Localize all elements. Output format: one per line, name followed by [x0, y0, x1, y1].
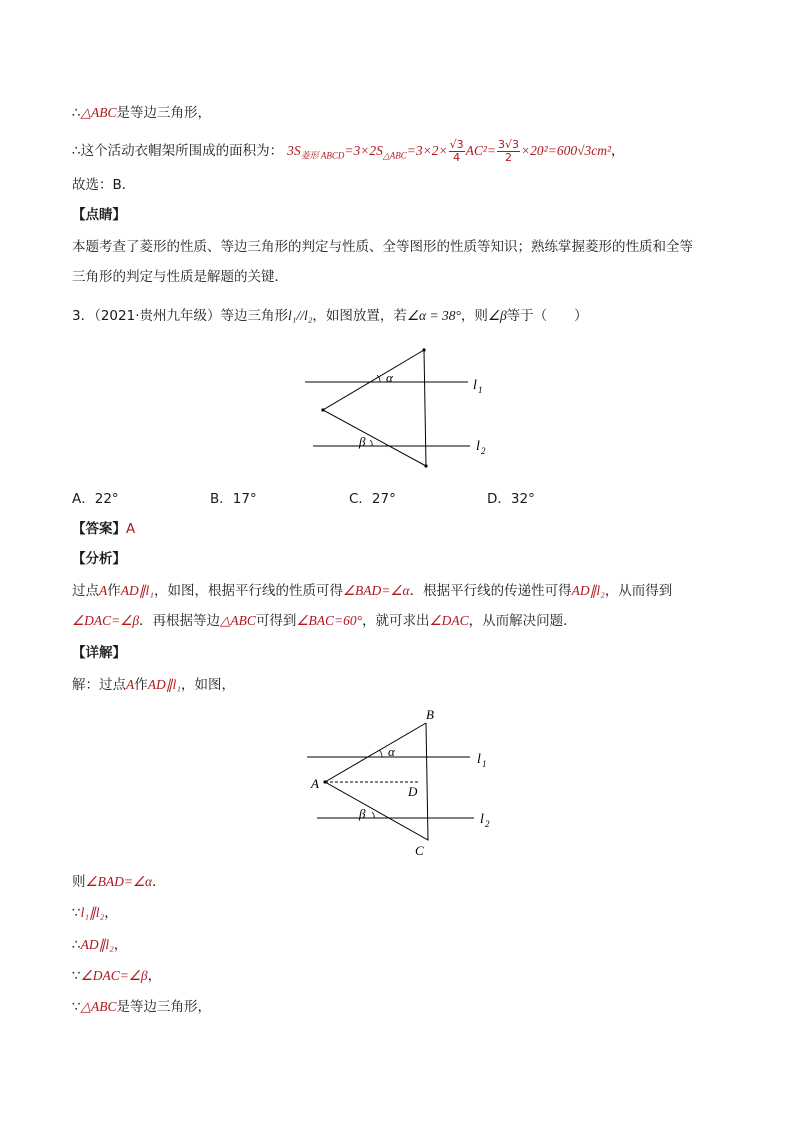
step-line-5	[72, 997, 211, 1017]
beta-symbol: ∠β	[487, 308, 507, 323]
text: ，从而得到	[604, 583, 673, 599]
text: 可得到	[255, 613, 297, 629]
vertex-dot	[323, 780, 326, 783]
text: ∵	[72, 905, 81, 921]
question-text: ，如图放置，若	[312, 308, 407, 324]
point-a: A	[99, 583, 108, 598]
text: ，如图，	[180, 677, 235, 693]
step-line-3	[72, 935, 127, 955]
text: ．再根据等边	[139, 613, 221, 629]
formula-sub: 菱形 ABCD	[300, 150, 345, 161]
formula-tail: ，	[611, 143, 625, 159]
text: ，	[104, 905, 118, 921]
text: 作	[107, 583, 121, 599]
text: ∵	[72, 999, 81, 1015]
question-text: ，则	[460, 308, 488, 324]
l2-label: l	[476, 439, 480, 454]
text: ，就可求出	[362, 613, 430, 629]
math: ∠DAC=∠β	[72, 613, 140, 628]
fraction-denominator: 4	[453, 150, 461, 164]
l1-label: l	[473, 378, 477, 393]
point-a: A	[126, 677, 135, 692]
section-fenxi: 【分析】	[72, 551, 126, 567]
question-number: 3．（2021·贵州九年级）等边三角形	[72, 308, 288, 324]
section-dianjing: 【点睛】	[72, 207, 126, 223]
label-c: C	[415, 843, 424, 858]
formula-part: =3×2S	[344, 143, 383, 158]
text: 解：过点	[72, 677, 126, 693]
alpha-arc	[379, 750, 382, 757]
alpha-label: α	[388, 744, 395, 759]
math: △ABC	[220, 613, 256, 628]
fraction-numerator: √3	[449, 137, 464, 151]
l2-label: l	[480, 812, 484, 827]
text: ，	[113, 937, 128, 953]
l2-sub: 2	[485, 819, 490, 829]
math: ∠BAC=60°	[296, 613, 363, 628]
question-tail: 等于（ ）	[506, 308, 588, 324]
l1-sub: 1	[482, 759, 487, 769]
math: ∠BAD=∠α	[85, 874, 153, 889]
math: l₁∥l₂	[80, 905, 105, 920]
label-a: A	[311, 776, 319, 791]
math: ∠DAC	[429, 613, 469, 628]
formula-part: =3×2×	[406, 143, 448, 158]
step-line-2	[72, 903, 118, 923]
option-d[interactable]: D．32°	[487, 491, 535, 507]
text: ，如图，根据平行线的性质可得	[153, 583, 343, 599]
option-c[interactable]: C．27°	[349, 491, 396, 507]
therefore-symbol: ∴	[72, 143, 81, 159]
l2-sub: 2	[481, 446, 486, 456]
text: 作	[134, 677, 148, 693]
text: ∴	[72, 937, 81, 953]
formula-part: ×20²=600√3cm²	[521, 143, 612, 158]
option-b[interactable]: B．17°	[210, 491, 257, 507]
l1-label: l	[477, 752, 481, 767]
beta-label: β	[359, 434, 366, 449]
text: ．	[152, 874, 166, 890]
fraction-denominator: 2	[505, 150, 513, 164]
text: 则	[72, 874, 86, 890]
text: ，从而解决问题．	[468, 613, 577, 629]
math: AD∥l₂	[80, 937, 114, 952]
option-a[interactable]: A．22°	[72, 491, 119, 507]
triangle-abc: △ABC	[80, 105, 117, 120]
math: AD∥l₂	[571, 583, 605, 598]
formula-sub: △ABC	[382, 150, 407, 161]
formula-part: 3S	[287, 143, 301, 158]
text: ．根据平行线的传递性可得	[409, 583, 572, 599]
math: △ABC	[80, 999, 117, 1014]
formula-part: AC²=	[465, 143, 497, 158]
beta-arc	[372, 812, 374, 818]
step-line-1	[72, 872, 166, 892]
text: ，	[147, 968, 162, 984]
fraction-numerator: 3√3	[498, 137, 520, 151]
parallel-lines: l₁//l₂	[288, 308, 313, 323]
therefore-symbol: ∴	[72, 105, 81, 121]
comment-line-1: 本题考查了菱形的性质、等边三角形的判定与性质、全等图形的性质等知识；熟练掌握菱形的性质和全等	[72, 239, 693, 255]
answer-tag: 【答案】	[72, 521, 126, 537]
choice-line: 故选：B．	[72, 177, 136, 193]
label-b: B	[426, 707, 434, 722]
label-d: D	[408, 784, 418, 799]
beta-label: β	[359, 806, 366, 821]
step-line-4	[72, 966, 161, 986]
answer-value: A	[126, 521, 136, 537]
math: AD∥l₁	[120, 583, 154, 598]
math: AD∥l₁	[147, 677, 181, 692]
text: 是等边三角形，	[116, 999, 211, 1015]
area-text: 这个活动衣帽架所围成的面积为：	[80, 143, 284, 159]
comment-line-2: 三角形的判定与性质是解题的关键．	[72, 269, 288, 285]
math: ∠BAD=∠α	[342, 583, 410, 598]
text: ∵	[72, 968, 81, 984]
alpha-given: ∠α = 38°	[406, 308, 461, 323]
alpha-label: α	[386, 370, 393, 385]
text: 过点	[72, 583, 99, 599]
section-xiangjie: 【详解】	[72, 645, 126, 661]
equilateral-text: 是等边三角形，	[116, 105, 211, 121]
math: ∠DAC=∠β	[80, 968, 148, 983]
l1-sub: 1	[478, 385, 483, 395]
